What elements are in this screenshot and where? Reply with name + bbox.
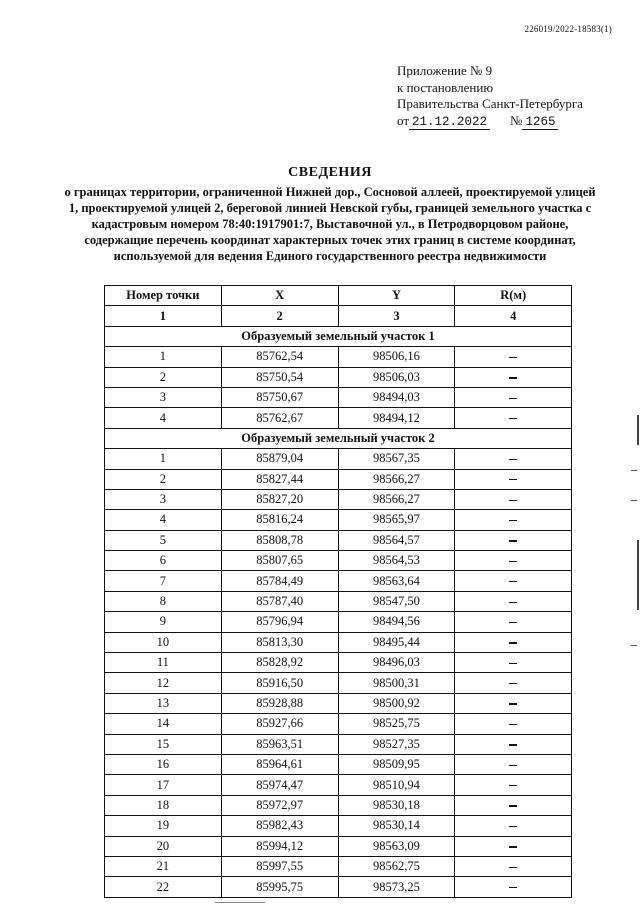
x-coordinate-cell: 85813,30 <box>221 632 338 652</box>
y-coordinate-cell: 98506,16 <box>338 347 455 367</box>
x-coordinate-cell: 85963,51 <box>221 734 338 754</box>
y-coordinate-cell: 98530,14 <box>338 816 455 836</box>
y-coordinate-cell: 98494,56 <box>338 612 455 632</box>
x-coordinate-cell: 85995,75 <box>221 877 338 897</box>
point-number-cell: 22 <box>105 877 222 897</box>
column-number: 4 <box>455 306 572 326</box>
y-coordinate-cell: 98562,75 <box>338 856 455 876</box>
point-number-cell: 12 <box>105 673 222 693</box>
table-row <box>105 530 572 550</box>
dash-mark <box>509 520 517 521</box>
scan-edge-mark <box>637 540 639 610</box>
section-header-row <box>105 326 572 346</box>
point-number-cell: 8 <box>105 591 222 611</box>
radius-cell <box>455 673 572 693</box>
table-row <box>105 449 572 469</box>
y-coordinate-cell: 98525,75 <box>338 714 455 734</box>
x-coordinate-cell: 85972,97 <box>221 795 338 815</box>
dash-mark <box>509 418 517 419</box>
table-row <box>105 816 572 836</box>
point-number-cell: 10 <box>105 632 222 652</box>
y-coordinate-cell: 98563,09 <box>338 836 455 856</box>
radius-cell <box>455 693 572 713</box>
column-number: 3 <box>338 306 455 326</box>
point-number-cell: 7 <box>105 571 222 591</box>
dash-mark <box>509 846 517 847</box>
dash-mark <box>509 642 517 643</box>
x-coordinate-cell: 85974,47 <box>221 775 338 795</box>
column-number: 2 <box>221 306 338 326</box>
decree-date: 21.12.2022 <box>409 115 490 130</box>
point-number-cell: 2 <box>105 367 222 387</box>
table-row <box>105 795 572 815</box>
appendix-line-3: Правительства Санкт-Петербурга <box>397 96 583 111</box>
document-heading <box>60 165 600 264</box>
header-point-number: Номер точки <box>105 286 222 306</box>
table-row <box>105 673 572 693</box>
x-coordinate-cell: 85828,92 <box>221 653 338 673</box>
dash-mark <box>509 805 517 806</box>
y-coordinate-cell: 98563,64 <box>338 571 455 591</box>
table-row <box>105 856 572 876</box>
appendix-block <box>397 63 583 130</box>
dash-mark <box>509 561 517 562</box>
x-coordinate-cell: 85997,55 <box>221 856 338 876</box>
y-coordinate-cell: 98496,03 <box>338 653 455 673</box>
table-row <box>105 734 572 754</box>
dash-mark <box>509 826 517 827</box>
dash-mark <box>509 500 517 501</box>
table-row <box>105 551 572 571</box>
point-number-cell: 3 <box>105 489 222 509</box>
dash-mark <box>509 663 517 664</box>
radius-cell <box>455 775 572 795</box>
x-coordinate-cell: 85762,67 <box>221 408 338 428</box>
header-y: Y <box>338 286 455 306</box>
header-x: X <box>221 286 338 306</box>
point-number-cell: 21 <box>105 856 222 876</box>
table-row <box>105 775 572 795</box>
column-numbers-row <box>105 306 572 326</box>
x-coordinate-cell: 85879,04 <box>221 449 338 469</box>
dash-mark <box>509 622 517 623</box>
table-row <box>105 653 572 673</box>
dash-mark <box>509 785 517 786</box>
dash-mark <box>509 357 517 358</box>
x-coordinate-cell: 85982,43 <box>221 816 338 836</box>
radius-cell <box>455 591 572 611</box>
radius-cell <box>455 734 572 754</box>
table-row <box>105 367 572 387</box>
dash-mark <box>509 377 517 378</box>
table-row <box>105 387 572 407</box>
table-row <box>105 469 572 489</box>
x-coordinate-cell: 85928,88 <box>221 693 338 713</box>
table-row <box>105 347 572 367</box>
y-coordinate-cell: 98573,25 <box>338 877 455 897</box>
dash-mark <box>509 703 517 704</box>
table-row <box>105 754 572 774</box>
y-coordinate-cell: 98547,50 <box>338 591 455 611</box>
radius-cell <box>455 347 572 367</box>
y-coordinate-cell: 98494,03 <box>338 387 455 407</box>
radius-cell <box>455 469 572 489</box>
dash-mark <box>509 479 517 480</box>
scan-edge-tick <box>631 470 637 471</box>
point-number-cell: 1 <box>105 449 222 469</box>
radius-cell <box>455 571 572 591</box>
scan-bottom-mark <box>215 902 265 903</box>
point-number-cell: 6 <box>105 551 222 571</box>
radius-cell <box>455 551 572 571</box>
appendix-date-line <box>397 113 583 131</box>
radius-cell <box>455 816 572 836</box>
y-coordinate-cell: 98510,94 <box>338 775 455 795</box>
column-number: 1 <box>105 306 222 326</box>
table-header-row <box>105 286 572 306</box>
dash-mark <box>509 683 517 684</box>
table-row <box>105 836 572 856</box>
y-coordinate-cell: 98500,92 <box>338 693 455 713</box>
dash-mark <box>509 398 517 399</box>
x-coordinate-cell: 85994,12 <box>221 836 338 856</box>
point-number-cell: 4 <box>105 408 222 428</box>
point-number-cell: 5 <box>105 530 222 550</box>
dash-mark <box>509 744 517 745</box>
x-coordinate-cell: 85750,54 <box>221 367 338 387</box>
x-coordinate-cell: 85807,65 <box>221 551 338 571</box>
radius-cell <box>455 367 572 387</box>
y-coordinate-cell: 98509,95 <box>338 754 455 774</box>
point-number-cell: 13 <box>105 693 222 713</box>
radius-cell <box>455 795 572 815</box>
section-title: Образуемый земельный участок 1 <box>105 326 572 346</box>
dash-mark <box>509 581 517 582</box>
header-radius: R(м) <box>455 286 572 306</box>
dash-mark <box>509 540 517 541</box>
x-coordinate-cell: 85964,61 <box>221 754 338 774</box>
radius-cell <box>455 653 572 673</box>
table-row <box>105 714 572 734</box>
point-number-cell: 11 <box>105 653 222 673</box>
radius-cell <box>455 489 572 509</box>
scan-edge-tick <box>631 500 637 501</box>
y-coordinate-cell: 98566,27 <box>338 469 455 489</box>
point-number-cell: 15 <box>105 734 222 754</box>
y-coordinate-cell: 98506,03 <box>338 367 455 387</box>
y-coordinate-cell: 98495,44 <box>338 632 455 652</box>
point-number-cell: 19 <box>105 816 222 836</box>
radius-cell <box>455 754 572 774</box>
scan-edge-mark <box>637 415 639 445</box>
dash-mark <box>509 724 517 725</box>
x-coordinate-cell: 85796,94 <box>221 612 338 632</box>
x-coordinate-cell: 85784,49 <box>221 571 338 591</box>
point-number-cell: 17 <box>105 775 222 795</box>
y-coordinate-cell: 98530,18 <box>338 795 455 815</box>
point-number-cell: 9 <box>105 612 222 632</box>
y-coordinate-cell: 98494,12 <box>338 408 455 428</box>
table-row <box>105 571 572 591</box>
dash-mark <box>509 459 517 460</box>
table-row <box>105 693 572 713</box>
x-coordinate-cell: 85827,44 <box>221 469 338 489</box>
point-number-cell: 20 <box>105 836 222 856</box>
document-number: 226019/2022-18583(1) <box>524 24 612 34</box>
radius-cell <box>455 510 572 530</box>
y-coordinate-cell: 98565,97 <box>338 510 455 530</box>
date-prefix: от <box>397 112 410 128</box>
y-coordinate-cell: 98567,35 <box>338 449 455 469</box>
dash-mark <box>509 887 517 888</box>
point-number-cell: 1 <box>105 347 222 367</box>
x-coordinate-cell: 85927,66 <box>221 714 338 734</box>
number-prefix: № <box>510 112 523 128</box>
point-number-cell: 4 <box>105 510 222 530</box>
decree-number: 1265 <box>522 115 558 130</box>
table-row <box>105 510 572 530</box>
radius-cell <box>455 877 572 897</box>
section-title: Образуемый земельный участок 2 <box>105 428 572 448</box>
x-coordinate-cell: 85816,24 <box>221 510 338 530</box>
radius-cell <box>455 449 572 469</box>
point-number-cell: 3 <box>105 387 222 407</box>
point-number-cell: 16 <box>105 754 222 774</box>
dash-mark <box>509 765 517 766</box>
dash-mark <box>509 867 517 868</box>
x-coordinate-cell: 85808,78 <box>221 530 338 550</box>
table-row <box>105 612 572 632</box>
x-coordinate-cell: 85827,20 <box>221 489 338 509</box>
heading-title: СВЕДЕНИЯ <box>288 165 372 180</box>
table-row <box>105 591 572 611</box>
scan-edge-tick <box>631 645 637 646</box>
radius-cell <box>455 836 572 856</box>
radius-cell <box>455 530 572 550</box>
radius-cell <box>455 387 572 407</box>
radius-cell <box>455 612 572 632</box>
x-coordinate-cell: 85787,40 <box>221 591 338 611</box>
appendix-line-1: Приложение № 9 <box>397 63 493 78</box>
table-row <box>105 408 572 428</box>
table-row <box>105 489 572 509</box>
table-row <box>105 632 572 652</box>
dash-mark <box>509 602 517 603</box>
y-coordinate-cell: 98500,31 <box>338 673 455 693</box>
y-coordinate-cell: 98564,57 <box>338 530 455 550</box>
table-body <box>105 306 572 897</box>
table-row <box>105 877 572 897</box>
coordinates-table <box>104 285 572 898</box>
x-coordinate-cell: 85762,54 <box>221 347 338 367</box>
point-number-cell: 14 <box>105 714 222 734</box>
radius-cell <box>455 408 572 428</box>
heading-description: о границах территории, ограниченной Нижней дор., Сосновой аллеей, проектируемой улицей 1, проектируемой улицей 2, береговой линией Невской губы, границей земельного участка с кадастровым номером 78:40:1917901:7, Выставочной ул., в Петродворцовом районе, содержащие перечень координат характерных точек этих границ в системе координат, используемой для ведения Единого государственного реестра недвижимости <box>64 185 596 263</box>
radius-cell <box>455 632 572 652</box>
y-coordinate-cell: 98566,27 <box>338 489 455 509</box>
point-number-cell: 2 <box>105 469 222 489</box>
y-coordinate-cell: 98564,53 <box>338 551 455 571</box>
point-number-cell: 18 <box>105 795 222 815</box>
appendix-line-2: к постановлению <box>397 79 494 95</box>
radius-cell <box>455 714 572 734</box>
radius-cell <box>455 856 572 876</box>
x-coordinate-cell: 85750,67 <box>221 387 338 407</box>
y-coordinate-cell: 98527,35 <box>338 734 455 754</box>
x-coordinate-cell: 85916,50 <box>221 673 338 693</box>
section-header-row <box>105 428 572 448</box>
